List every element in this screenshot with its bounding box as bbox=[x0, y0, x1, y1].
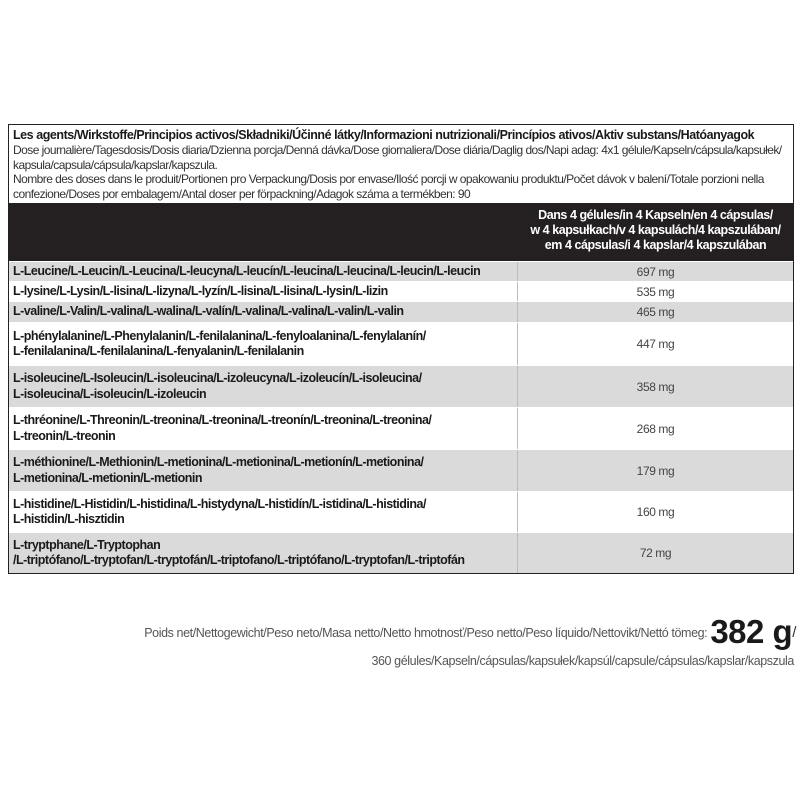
active-ingredients-title: Les agents/Wirkstoffe/Principios activos/Składniki/Účinné látky/Informazioni nutrizionali/Princípios ativos/Aktiv substans/Hatóanyagok bbox=[13, 128, 755, 142]
amount-value: 179 mg bbox=[636, 463, 675, 478]
table-row bbox=[9, 365, 793, 407]
name-line: /L-triptófano/L-tryptofan/L-tryptofán/L-triptofano/L-triptófano/L-tryptofan/L-triptofán bbox=[13, 553, 465, 567]
amino-acid-name bbox=[9, 262, 518, 281]
table-row bbox=[9, 491, 793, 532]
table-row bbox=[9, 281, 793, 301]
intro-block bbox=[9, 125, 793, 204]
name-line: L-isoleucine/L-Isoleucin/L-isoleucina/L-izoleucyna/L-izoleucín/L-isoleucina/ bbox=[13, 371, 422, 386]
name-line: L-fenilalanina/L-fenilalanina/L-fenyalanin/L-fenilalanin bbox=[13, 344, 304, 358]
name-line: L-histidine/L-Histidin/L-histidina/L-histydyna/L-histidín/L-istidina/L-histidina/ bbox=[13, 496, 426, 511]
net-weight-slash: / bbox=[792, 624, 796, 641]
amount-value: 465 mg bbox=[636, 305, 675, 319]
daily-dose-line-2: kapsula/capsula/cápsula/kapslar/kapszula. bbox=[13, 157, 218, 172]
amino-acid-name bbox=[9, 492, 518, 532]
amino-acid-name bbox=[9, 366, 518, 407]
name-line: L-lysine/L-Lysin/L-lisina/L-lizyna/L-lyzín/L-lisina/L-lisina/L-lysin/L-lizin bbox=[13, 283, 388, 298]
table-header bbox=[9, 204, 793, 261]
header-line: em 4 cápsulas/i 4 kapslar/4 kapszulában bbox=[544, 238, 767, 252]
table-row bbox=[9, 261, 793, 281]
header-amount-cell bbox=[518, 204, 793, 261]
header-line: Dans 4 gélules/in 4 Kapseln/en 4 cápsulas/ bbox=[538, 208, 773, 222]
amount-value: 535 mg bbox=[636, 284, 675, 299]
table-row bbox=[9, 449, 793, 491]
net-weight-label: Poids net/Nettogewicht/Peso neto/Masa netto/Netto hmotnosť/Peso netto/Peso líquido/Nettovikt/Nettó tömeg: bbox=[144, 626, 708, 640]
header-empty-cell bbox=[9, 204, 518, 261]
amount-value: 447 mg bbox=[636, 337, 675, 351]
amount-value: 160 mg bbox=[636, 505, 675, 519]
table-row bbox=[9, 532, 793, 573]
name-line: L-tryptphane/L-Tryptophan bbox=[13, 537, 161, 552]
amino-acid-name bbox=[9, 408, 518, 449]
name-line: L-méthionine/L-Methionin/L-metionina/L-metionina/L-metionín/L-metionina/ bbox=[13, 455, 424, 470]
name-line: L-Leucine/L-Leucin/L-Leucina/L-leucyna/L-leucín/L-leucina/L-leucina/L-leucin/L-leucin bbox=[13, 263, 481, 278]
amino-acid-name bbox=[9, 302, 518, 322]
name-line: L-valine/L-Valin/L-valina/L-walina/L-valín/L-valina/L-valina/L-valin/L-valin bbox=[13, 304, 404, 319]
daily-dose-line-1: Dose journalière/Tagesdosis/Dosis diaria/Dzienna porcja/Denná dávka/Dose giornaliera/Dose diária/Daglig dos/Napi adag: 4x1 gélule/Kapseln/cápsula/kapsułek/ bbox=[13, 143, 782, 157]
nutrition-table bbox=[8, 124, 794, 574]
net-weight-line bbox=[0, 613, 796, 651]
name-line: L-histidin/L-hisztidin bbox=[13, 512, 125, 526]
doses-per-package-line-1: Nombre des doses dans le produit/Portionen pro Verpackung/Dosis por envase/Ilość porcji w opakowaniu produktu/Počet dávok v balení/Totale porzioni nella bbox=[13, 172, 764, 186]
header-line: w 4 kapsułkach/v 4 kapsulách/4 kapszulában/ bbox=[530, 223, 781, 237]
amino-acid-name bbox=[9, 282, 518, 301]
amount-value: 268 mg bbox=[636, 421, 675, 436]
amino-acid-name bbox=[9, 323, 518, 365]
capsule-count-line: 360 gélules/Kapseln/cápsulas/kapsułek/kapsúl/capsule/cápsulas/kapslar/kapszula bbox=[371, 654, 794, 668]
name-line: L-phénylalanine/L-Phenylalanin/L-fenilalanina/L-fenyloalanina/L-fenylalanín/ bbox=[13, 328, 426, 343]
amount-value: 72 mg bbox=[639, 546, 672, 560]
amount-value: 358 mg bbox=[636, 379, 675, 394]
doses-per-package-line-2: confezione/Doses por embalagem/Antal doser per förpackning/Adagok száma a termékben: 90 bbox=[13, 186, 471, 201]
name-line: L-isoleucina/L-isoleucin/L-izoleucin bbox=[13, 386, 207, 401]
name-line: L-thréonine/L-Threonin/L-treonina/L-treonina/L-treonín/L-treonina/L-treonina/ bbox=[13, 413, 432, 428]
table-row bbox=[9, 301, 793, 322]
name-line: L-metionina/L-metionin/L-metionin bbox=[13, 470, 203, 485]
amino-acid-name bbox=[9, 450, 518, 491]
net-weight-value: 382 g bbox=[710, 613, 793, 650]
table-row bbox=[9, 322, 793, 365]
amino-acid-name bbox=[9, 533, 518, 573]
table-row bbox=[9, 407, 793, 449]
amount-value: 697 mg bbox=[636, 264, 675, 279]
name-line: L-treonin/L-treonin bbox=[13, 428, 116, 443]
